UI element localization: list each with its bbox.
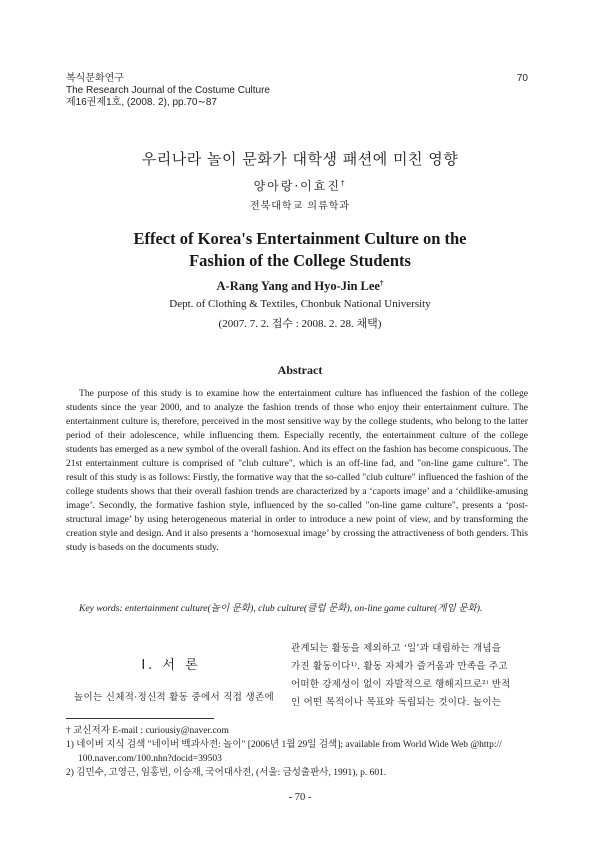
footer-page-number: - 70 - — [288, 792, 312, 803]
affiliation-kr: 전북대학교 의류학과 — [249, 201, 351, 212]
corresponding-mark: † — [340, 179, 347, 187]
footnote-2: 2) 김민수, 고영근, 임홍빈, 이승재, 국어대사전, (서울: 금성출판사, 1991), p. 601. — [66, 768, 387, 778]
received-accepted-dates: (2007. 7. 2. 접수 : 2008. 2. 28. 채택) — [218, 318, 382, 330]
journal-name-kr: 복식문화연구 — [66, 73, 124, 84]
section-heading-introduction: Ⅰ. 서 론 — [141, 658, 201, 673]
authors-kr — [0, 177, 600, 194]
right-column — [291, 640, 534, 712]
footnotes — [66, 724, 536, 780]
authors-kr-text: 양아랑·이효진 — [253, 179, 341, 193]
footnote-corresponding-author: † 교신저자 E-mail : curiousiy@naver.com — [66, 726, 229, 736]
authors-en — [0, 279, 600, 294]
abstract-heading: Abstract — [277, 363, 323, 377]
journal-name-en: The Research Journal of the Costume Culture — [66, 85, 270, 96]
paper-title-en-line1: Effect of Korea's Entertainment Culture on the — [133, 229, 467, 248]
introduction-line: 가진 활동이다¹⁾. 활동 자체가 즐거움과 만족을 주고 — [291, 661, 508, 672]
paper-title-kr: 우리나라 놀이 문화가 대학생 패션에 미친 영향 — [141, 150, 459, 168]
paper-title-en-line2: Fashion of the College Students — [189, 251, 411, 270]
affiliation-en: Dept. of Clothing & Textiles, Chonbuk National University — [169, 298, 431, 310]
paper-title-en — [0, 228, 600, 272]
journal-header — [66, 73, 270, 109]
footnote-divider — [66, 718, 214, 719]
authors-en-text: A-Rang Yang and Hyo-Jin Lee — [216, 279, 380, 294]
corresponding-mark-en: † — [379, 279, 384, 287]
abstract-body: The purpose of this study is to examine how the entertainment culture has influenced the fashion of the college students since the year 2000, and to analyze the fashion trends of those who enjoy their entertainment culture. The entertainment culture is, therefore, perceived in the most sensitive way by the college students, who belong to the latter period of their adolescence, while influencing them. Especially recently, the entertainment culture of the college students has emerged as a new symbol of the overall fashion. And its effect on the fashion has become conspicuous. The 21st entertainment culture is comprised of "club culture", which is an off-line fad, and "on-line game culture". The result of this study is as follows: Firstly, the formative way that the so-called "club culture" influenced the fashion of the college students shows that their overall fashion trends are characterized by a ‘caports image’ and a ‘childlike-amusing image’. Secondly, the formative fashion style, influenced by the so-called "on-line game culture", presents a ‘post- structural image’ by using heterogeneous material in order to introduce a new point of view, and by transforming the creation style and design. And it also presents a ‘homosexual image’ by crossing the attractiveness of both genders. This study is baseds on the documents study. — [66, 388, 528, 553]
header-page-number: 70 — [516, 73, 528, 84]
introduction-line: 관계되는 활동을 제외하고 ‘일’과 대립하는 개념을 — [291, 643, 502, 654]
introduction-text-left: 놀이는 신체적·정신적 활동 중에서 직접 생존에 — [74, 692, 274, 703]
footnote-1-continued: 100.naver.com/100.nhn?docid=39503 — [78, 754, 222, 764]
keywords: Key words: entertainment culture(놀이 문화), club culture(클럽 문화), on-line game culture(게임 문화). — [79, 603, 483, 614]
footnote-1: 1) 네이버 지식 검색 "네이버 백과사전: 놀이" [2006년 1월 29일 검색]; available from World Wide Web @http:// — [66, 740, 502, 750]
left-column — [66, 640, 276, 707]
introduction-line: 어떠한 강제성이 없이 자발적으로 행해지므로²⁾ 반적 — [291, 679, 511, 690]
introduction-line: 인 어떤 목적이나 목표와 독립되는 것이다. 놀이는 — [291, 697, 502, 708]
journal-issue: 제16권제1호, (2008. 2), pp.70∼87 — [66, 97, 217, 108]
